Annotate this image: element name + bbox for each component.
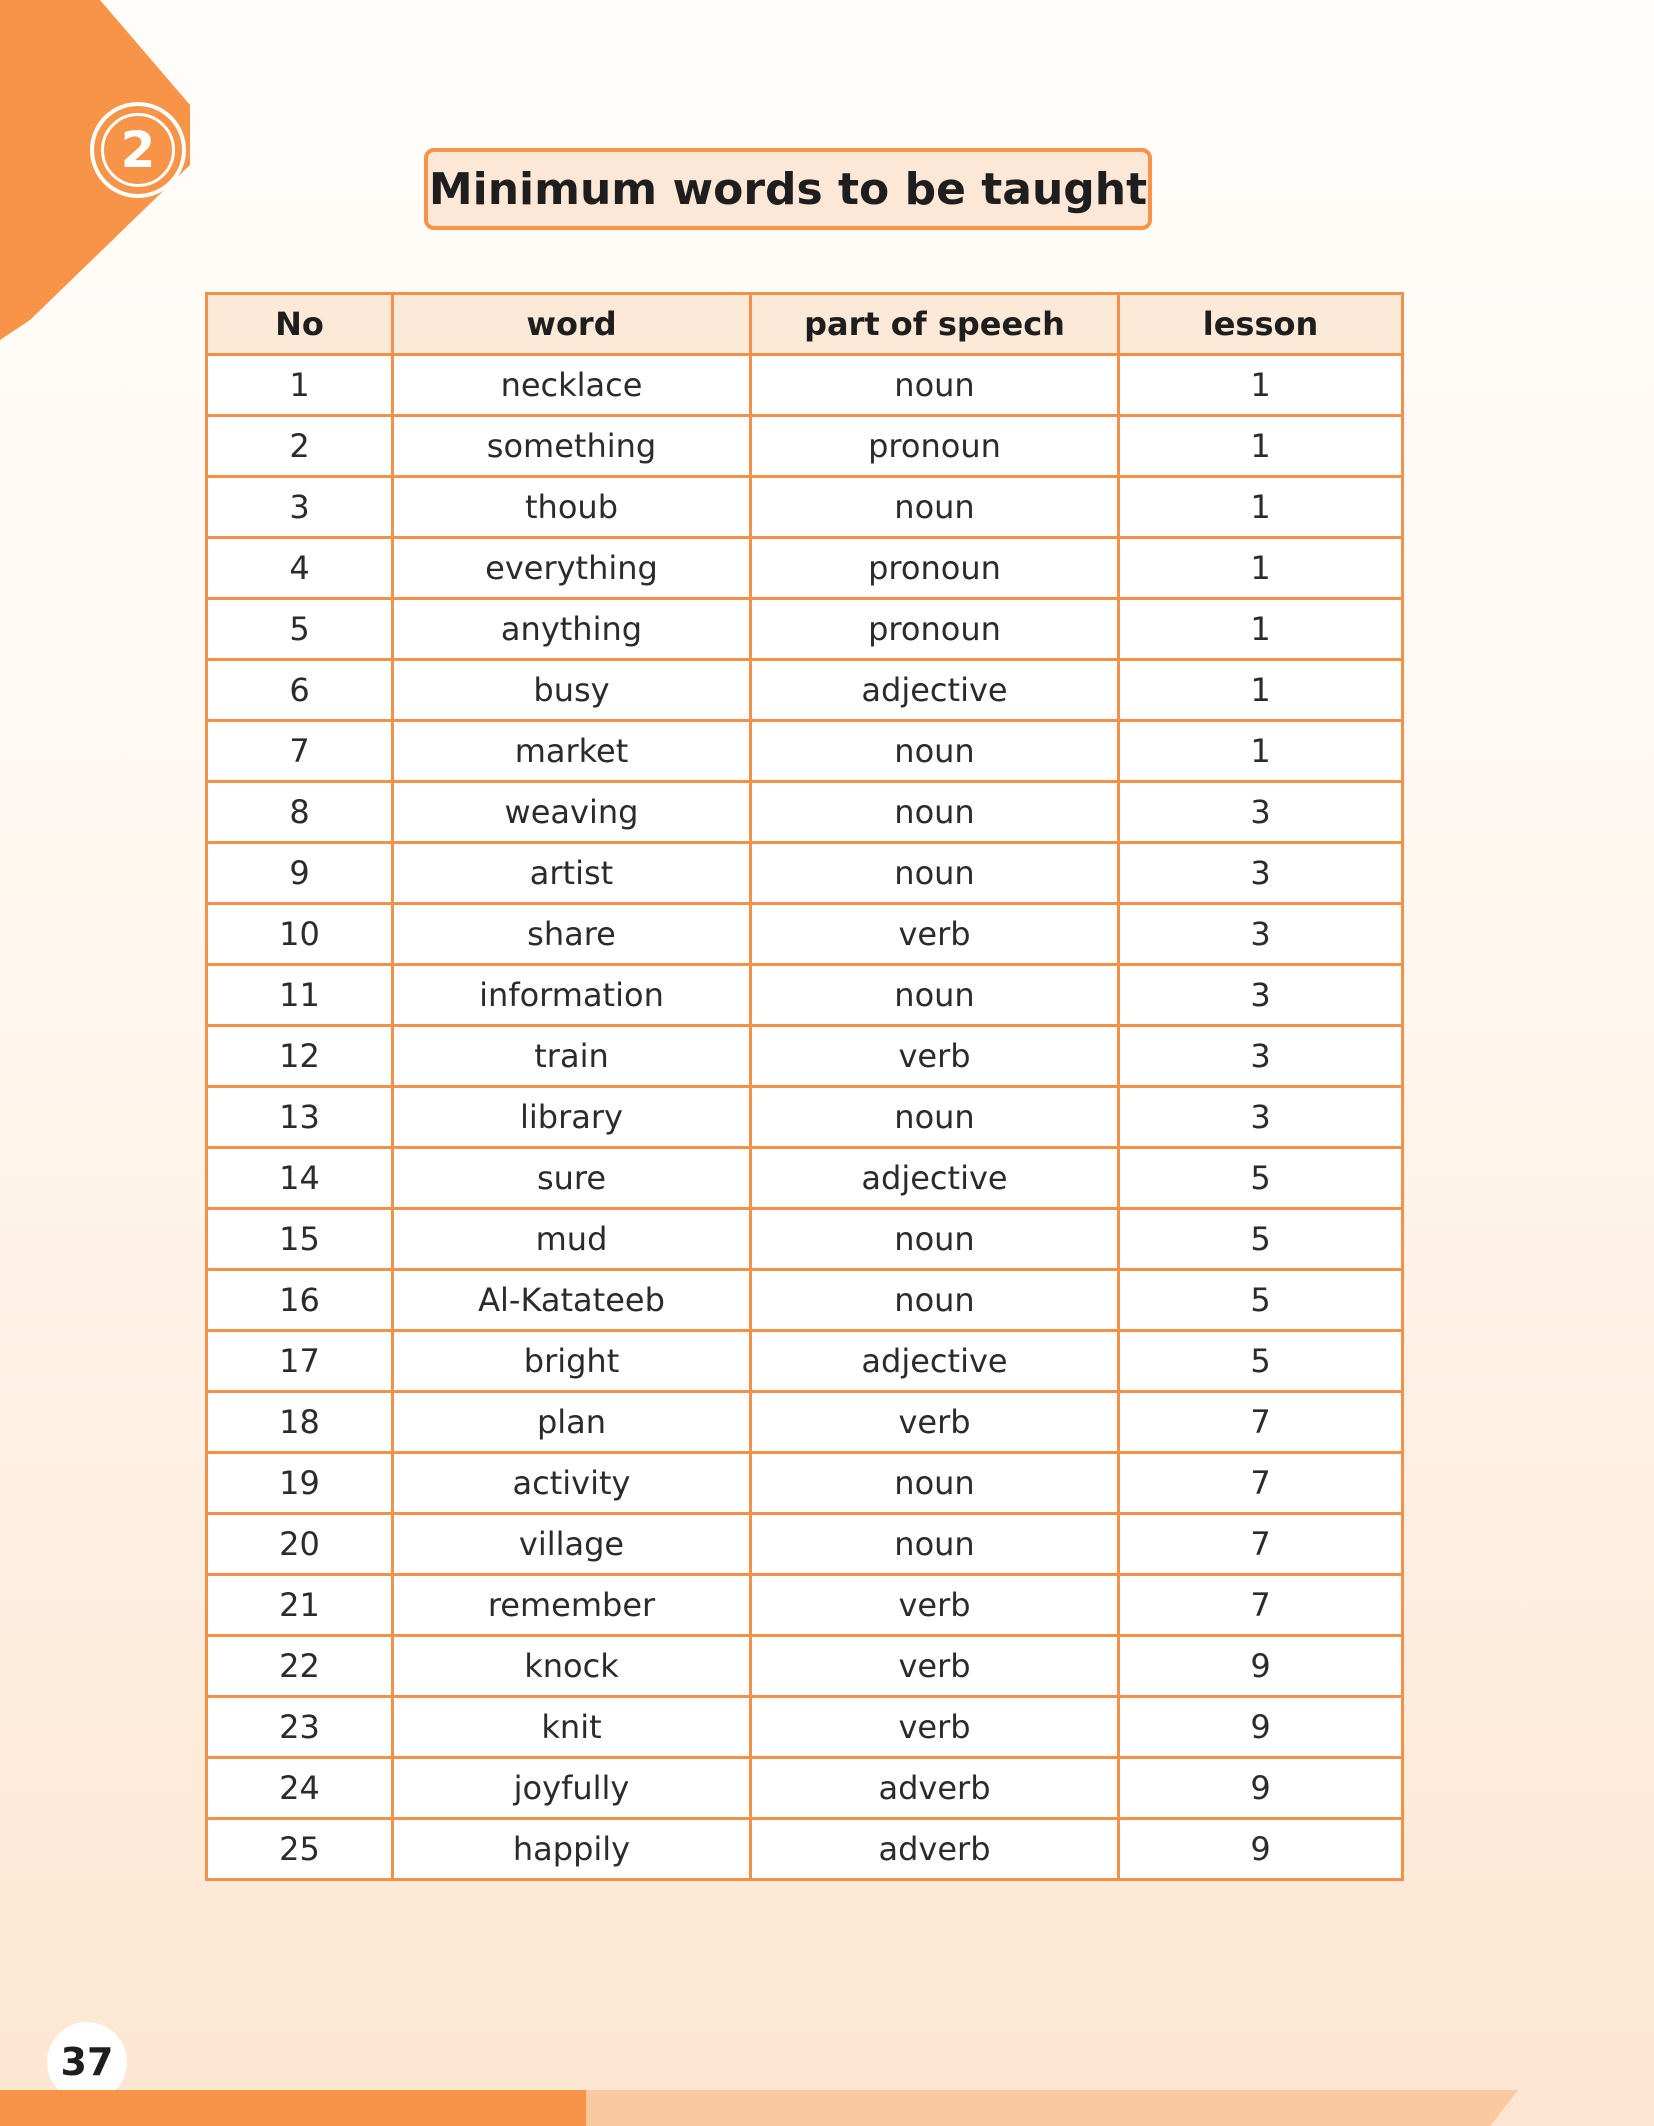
cell-part-of-speech: verb	[751, 1026, 1119, 1087]
footer-bar	[0, 2090, 590, 2126]
cell-part-of-speech: noun	[751, 1270, 1119, 1331]
cell-no: 12	[207, 1026, 393, 1087]
cell-part-of-speech: noun	[751, 1209, 1119, 1270]
cell-part-of-speech: noun	[751, 1453, 1119, 1514]
cell-part-of-speech: verb	[751, 904, 1119, 965]
cell-part-of-speech: verb	[751, 1575, 1119, 1636]
table-row	[207, 1697, 1403, 1758]
cell-word: library	[393, 1087, 751, 1148]
cell-lesson: 3	[1119, 965, 1403, 1026]
cell-no: 19	[207, 1453, 393, 1514]
cell-lesson: 5	[1119, 1148, 1403, 1209]
cell-no: 5	[207, 599, 393, 660]
table-row	[207, 1026, 1403, 1087]
cell-no: 22	[207, 1636, 393, 1697]
table-row	[207, 1636, 1403, 1697]
cell-lesson: 3	[1119, 843, 1403, 904]
table-row	[207, 721, 1403, 782]
cell-word: joyfully	[393, 1758, 751, 1819]
cell-lesson: 1	[1119, 721, 1403, 782]
cell-no: 7	[207, 721, 393, 782]
cell-word: thoub	[393, 477, 751, 538]
table-row	[207, 1087, 1403, 1148]
table-row	[207, 1575, 1403, 1636]
cell-word: everything	[393, 538, 751, 599]
cell-no: 24	[207, 1758, 393, 1819]
cell-part-of-speech: noun	[751, 721, 1119, 782]
cell-no: 18	[207, 1392, 393, 1453]
cell-part-of-speech: noun	[751, 782, 1119, 843]
table-row	[207, 599, 1403, 660]
cell-lesson: 1	[1119, 416, 1403, 477]
header-word: word	[393, 294, 751, 355]
cell-word: artist	[393, 843, 751, 904]
cell-lesson: 9	[1119, 1697, 1403, 1758]
cell-part-of-speech: noun	[751, 1514, 1119, 1575]
cell-no: 8	[207, 782, 393, 843]
cell-lesson: 1	[1119, 477, 1403, 538]
cell-part-of-speech: pronoun	[751, 416, 1119, 477]
table-row	[207, 843, 1403, 904]
cell-no: 4	[207, 538, 393, 599]
cell-part-of-speech: adjective	[751, 1148, 1119, 1209]
table-row	[207, 1819, 1403, 1880]
table-row	[207, 1331, 1403, 1392]
table-row	[207, 416, 1403, 477]
cell-word: plan	[393, 1392, 751, 1453]
table-body	[207, 355, 1403, 1880]
cell-word: activity	[393, 1453, 751, 1514]
table-row	[207, 1514, 1403, 1575]
cell-word: train	[393, 1026, 751, 1087]
cell-word: necklace	[393, 355, 751, 416]
cell-word: information	[393, 965, 751, 1026]
cell-word: mud	[393, 1209, 751, 1270]
table-row	[207, 965, 1403, 1026]
table-row	[207, 1148, 1403, 1209]
vocabulary-table	[205, 292, 1404, 1881]
cell-no: 3	[207, 477, 393, 538]
cell-lesson: 3	[1119, 782, 1403, 843]
footer-bar-light	[586, 2090, 1518, 2126]
cell-part-of-speech: adverb	[751, 1758, 1119, 1819]
cell-lesson: 3	[1119, 904, 1403, 965]
cell-no: 13	[207, 1087, 393, 1148]
table-row	[207, 1270, 1403, 1331]
unit-badge	[90, 102, 186, 198]
cell-part-of-speech: pronoun	[751, 538, 1119, 599]
table-row	[207, 1209, 1403, 1270]
cell-lesson: 7	[1119, 1453, 1403, 1514]
cell-part-of-speech: noun	[751, 477, 1119, 538]
table-row	[207, 477, 1403, 538]
page-title: Minimum words to be taught	[428, 163, 1148, 215]
cell-lesson: 1	[1119, 599, 1403, 660]
cell-part-of-speech: noun	[751, 965, 1119, 1026]
title-box	[424, 148, 1152, 230]
cell-word: sure	[393, 1148, 751, 1209]
cell-part-of-speech: noun	[751, 1087, 1119, 1148]
cell-no: 17	[207, 1331, 393, 1392]
cell-part-of-speech: verb	[751, 1636, 1119, 1697]
cell-no: 6	[207, 660, 393, 721]
cell-lesson: 1	[1119, 660, 1403, 721]
cell-lesson: 3	[1119, 1026, 1403, 1087]
cell-part-of-speech: adverb	[751, 1819, 1119, 1880]
cell-lesson: 7	[1119, 1514, 1403, 1575]
cell-lesson: 1	[1119, 355, 1403, 416]
cell-lesson: 7	[1119, 1575, 1403, 1636]
cell-no: 1	[207, 355, 393, 416]
cell-no: 15	[207, 1209, 393, 1270]
cell-word: weaving	[393, 782, 751, 843]
table-row	[207, 782, 1403, 843]
cell-no: 9	[207, 843, 393, 904]
cell-part-of-speech: adjective	[751, 1331, 1119, 1392]
table-row	[207, 660, 1403, 721]
cell-word: something	[393, 416, 751, 477]
cell-lesson: 9	[1119, 1819, 1403, 1880]
table-row	[207, 904, 1403, 965]
cell-part-of-speech: pronoun	[751, 599, 1119, 660]
cell-lesson: 9	[1119, 1758, 1403, 1819]
cell-word: remember	[393, 1575, 751, 1636]
cell-no: 20	[207, 1514, 393, 1575]
cell-lesson: 3	[1119, 1087, 1403, 1148]
header-lesson: lesson	[1119, 294, 1403, 355]
table-row	[207, 1392, 1403, 1453]
cell-part-of-speech: noun	[751, 355, 1119, 416]
cell-word: share	[393, 904, 751, 965]
cell-word: Al-Katateeb	[393, 1270, 751, 1331]
cell-part-of-speech: verb	[751, 1697, 1119, 1758]
cell-lesson: 7	[1119, 1392, 1403, 1453]
cell-word: bright	[393, 1331, 751, 1392]
cell-no: 25	[207, 1819, 393, 1880]
cell-part-of-speech: adjective	[751, 660, 1119, 721]
cell-no: 10	[207, 904, 393, 965]
cell-no: 2	[207, 416, 393, 477]
cell-no: 14	[207, 1148, 393, 1209]
cell-word: knock	[393, 1636, 751, 1697]
table-row	[207, 1453, 1403, 1514]
cell-word: anything	[393, 599, 751, 660]
cell-lesson: 5	[1119, 1270, 1403, 1331]
table-header-row	[207, 294, 1403, 355]
page-number: 37	[47, 2022, 127, 2102]
cell-lesson: 1	[1119, 538, 1403, 599]
cell-no: 11	[207, 965, 393, 1026]
table-row	[207, 1758, 1403, 1819]
table-row	[207, 538, 1403, 599]
cell-no: 21	[207, 1575, 393, 1636]
header-part-of-speech: part of speech	[751, 294, 1119, 355]
header-no: No	[207, 294, 393, 355]
cell-word: knit	[393, 1697, 751, 1758]
cell-word: village	[393, 1514, 751, 1575]
unit-number: 2	[101, 113, 175, 187]
cell-part-of-speech: verb	[751, 1392, 1119, 1453]
cell-no: 23	[207, 1697, 393, 1758]
cell-word: busy	[393, 660, 751, 721]
cell-word: market	[393, 721, 751, 782]
cell-word: happily	[393, 1819, 751, 1880]
cell-part-of-speech: noun	[751, 843, 1119, 904]
cell-lesson: 5	[1119, 1331, 1403, 1392]
table-row	[207, 355, 1403, 416]
cell-lesson: 9	[1119, 1636, 1403, 1697]
cell-no: 16	[207, 1270, 393, 1331]
cell-lesson: 5	[1119, 1209, 1403, 1270]
